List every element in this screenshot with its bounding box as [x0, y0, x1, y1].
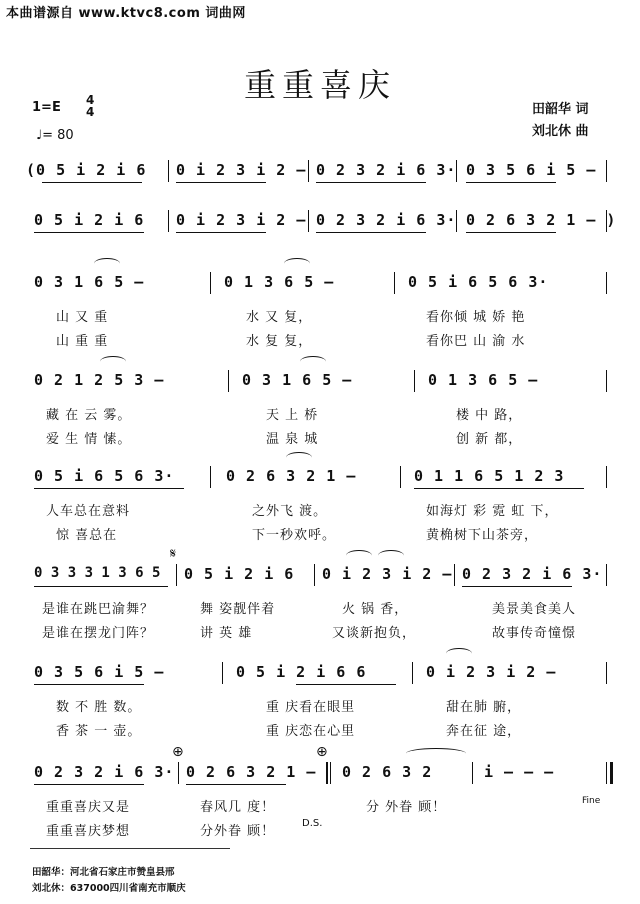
barline [222, 662, 223, 684]
barline [414, 370, 415, 392]
system-3 [16, 268, 616, 358]
lyric-line-2: 重 庆恋在心里 [266, 724, 356, 739]
lyric-line-2: 创 新 都， [456, 432, 523, 447]
system-6 [16, 560, 616, 650]
measure: 0 5 i 2 i 6 [184, 565, 295, 583]
measure: 0 3 5 6 i 5 – [34, 663, 165, 681]
slur-arc [100, 356, 126, 367]
barline [606, 662, 607, 684]
lyric-line-2: 奔在征 途， [446, 724, 522, 739]
double-barline [326, 762, 328, 784]
lyric-line-1: 水 又 复， [246, 310, 313, 325]
lyric-line-2: 分外眷 顾！ [200, 824, 276, 839]
beam-underline [186, 784, 286, 785]
lyric-line-1: 人车总在意料 [46, 504, 131, 519]
lyric-line-1: 如海灯 彩 霓 虹 下， [426, 504, 559, 519]
measure: 0 2 1 2 5 3 – [34, 371, 165, 389]
barline [412, 662, 413, 684]
beam-underline [316, 232, 426, 233]
lyric-line-1: 火 锅 香， [342, 602, 409, 617]
lyric-line-1: 重重喜庆又是 [46, 800, 131, 815]
final-barline [610, 762, 613, 784]
barline [472, 762, 473, 784]
composer-credit: 刘北休 曲 [532, 124, 589, 139]
coda-mark: ⊕ [316, 744, 328, 760]
slur-arc [286, 452, 312, 463]
beam-underline [34, 232, 144, 233]
barline [210, 272, 211, 294]
system-5 [16, 462, 616, 552]
measure: 0 i 2 3 i 2 – [176, 211, 307, 229]
beam-underline [34, 586, 168, 587]
measure: 0 2 6 3 2 1 – [226, 467, 357, 485]
barline [400, 466, 401, 488]
beam-underline [466, 232, 556, 233]
lyric-line-2: 看你巴 山 渝 水 [426, 334, 526, 349]
lyric-line-1: 数 不 胜 数。 [56, 700, 142, 715]
barline [210, 466, 211, 488]
lyric-line-1: 楼 中 路， [456, 408, 523, 423]
slur-arc [300, 356, 326, 367]
barline [606, 370, 607, 392]
lyric-line-2: 重重喜庆梦想 [46, 824, 131, 839]
measure: 0 1 1 6 5 1 2 3 [414, 467, 565, 485]
footer-address-lyricist: 田韶华：河北省石家庄市赞皇县邢 [32, 867, 175, 878]
lyric-line-1: 舞 姿靓伴着 [200, 602, 276, 617]
measure: 0 2 3 2 i 6 3· [462, 565, 603, 583]
measure: 0 3 1 6 5 – [34, 273, 145, 291]
slur-arc [406, 748, 466, 759]
lyric-line-1: 分 外眷 顾！ [366, 800, 447, 815]
barline [394, 272, 395, 294]
lyric-line-1: 之外飞 渡。 [252, 504, 328, 519]
coda-mark: ⊕ [172, 744, 184, 760]
footer-divider [30, 848, 230, 849]
measure: 0 5 i 6 5 6 3· [408, 273, 549, 291]
lyric-line-2: 又谈新抱负， [332, 626, 417, 641]
measure: 0 1 3 6 5 – [224, 273, 335, 291]
beam-underline [466, 182, 556, 183]
barline [606, 466, 607, 488]
system-7 [16, 658, 616, 748]
time-bottom: 4 [86, 105, 95, 119]
slur-arc [346, 550, 372, 561]
measure: 0 5 i 2 i 6 6 [236, 663, 367, 681]
lyricist-credit: 田韶华 词 [532, 102, 589, 117]
lyric-line-2: 下一秒欢呼。 [252, 528, 337, 543]
ds-mark: D.S. [302, 818, 323, 829]
slur-arc [94, 258, 120, 269]
beam-underline [316, 182, 426, 183]
beam-underline [34, 488, 184, 489]
barline [228, 370, 229, 392]
lyric-line-2: 惊 喜总在 [56, 528, 118, 543]
slur-arc [446, 648, 472, 659]
measure: (0 5 i 2 i 6 [26, 161, 147, 179]
slur-arc [284, 258, 310, 269]
lyric-line-1: 看你倾 城 娇 艳 [426, 310, 526, 325]
barline [314, 564, 315, 586]
barline [176, 564, 177, 586]
barline [178, 762, 179, 784]
slur-arc [378, 550, 404, 561]
measure: 0 1 3 6 5 – [428, 371, 539, 389]
lyric-line-1: 天 上 桥 [266, 408, 319, 423]
lyric-line-1: 甜在肺 腑， [446, 700, 522, 715]
lyric-line-1: 重 庆看在眼里 [266, 700, 356, 715]
barline [308, 210, 309, 232]
lyric-line-2: 爱 生 情 愫。 [46, 432, 132, 447]
barline [168, 160, 169, 182]
lyric-line-1: 藏 在 云 雾。 [46, 408, 132, 423]
beam-underline [176, 182, 266, 183]
measure: 0 2 3 2 i 6 3· [316, 161, 457, 179]
time-top: 4 [86, 93, 95, 107]
beam-underline [462, 586, 572, 587]
barline [606, 564, 607, 586]
measure: 0 3 3 3 1 3 6 5 [34, 565, 161, 581]
time-signature [86, 94, 94, 118]
lyric-line-1: 春风几 度！ [200, 800, 276, 815]
site-header: 本曲谱源自 www.ktvc8.com 词曲网 [6, 6, 246, 21]
measure: 0 2 3 2 i 6 3· [316, 211, 457, 229]
measure: 0 i 2 3 i 2 – [322, 565, 453, 583]
measure: 0 5 i 2 i 6 [34, 211, 145, 229]
measure: 0 3 1 6 5 – [242, 371, 353, 389]
barline [168, 210, 169, 232]
beam-underline [34, 784, 144, 785]
measure: 0 2 3 2 i 6 3· [34, 763, 175, 781]
barline [454, 564, 455, 586]
measure: i – – – [484, 763, 555, 781]
key-signature: 1=E [32, 100, 61, 115]
beam-underline [414, 488, 584, 489]
barline [606, 160, 607, 182]
lyric-line-1: 是谁在跳巴渝舞？ [42, 602, 155, 617]
measure: 0 2 6 3 2 1 – [186, 763, 317, 781]
beam-underline [176, 232, 266, 233]
lyric-line-2: 黄桷树下山茶旁， [426, 528, 539, 543]
system-4 [16, 366, 616, 456]
song-title: 重重喜庆 [243, 66, 396, 104]
double-barline [330, 762, 331, 784]
beam-underline [42, 182, 142, 183]
beam-underline [34, 684, 144, 685]
measure: 0 5 i 6 5 6 3· [34, 467, 175, 485]
barline [308, 160, 309, 182]
lyric-line-2: 是谁在摆龙门阵？ [42, 626, 155, 641]
final-barline [606, 762, 607, 784]
lyric-line-1: 美景美食美人 [492, 602, 577, 617]
footer-address-composer: 刘北休：637000四川省南充市顺庆 [32, 883, 186, 894]
measure: 0 2 6 3 2 [342, 763, 433, 781]
system-8 [16, 758, 616, 848]
lyric-line-2: 故事传奇憧憬 [492, 626, 577, 641]
tempo-mark: ♩= 80 [36, 128, 74, 143]
barline [606, 272, 607, 294]
lyric-line-2: 讲 英 雄 [200, 626, 253, 641]
fine-mark: Fine [582, 796, 601, 806]
lyric-line-2: 香 茶 一 壶。 [56, 724, 142, 739]
measure: 0 i 2 3 i 2 – [426, 663, 557, 681]
lyric-line-2: 温 泉 城 [266, 432, 319, 447]
measure: 0 2 6 3 2 1 – ) [466, 211, 617, 229]
measure: 0 3 5 6 i 5 – [466, 161, 597, 179]
lyric-line-2: 山 重 重 [56, 334, 109, 349]
beam-underline [296, 684, 396, 685]
measure: 0 i 2 3 i 2 – [176, 161, 307, 179]
lyric-line-2: 水 复 复， [246, 334, 313, 349]
segno-mark: 𝄋 [170, 546, 177, 562]
lyric-line-1: 山 又 重 [56, 310, 109, 325]
